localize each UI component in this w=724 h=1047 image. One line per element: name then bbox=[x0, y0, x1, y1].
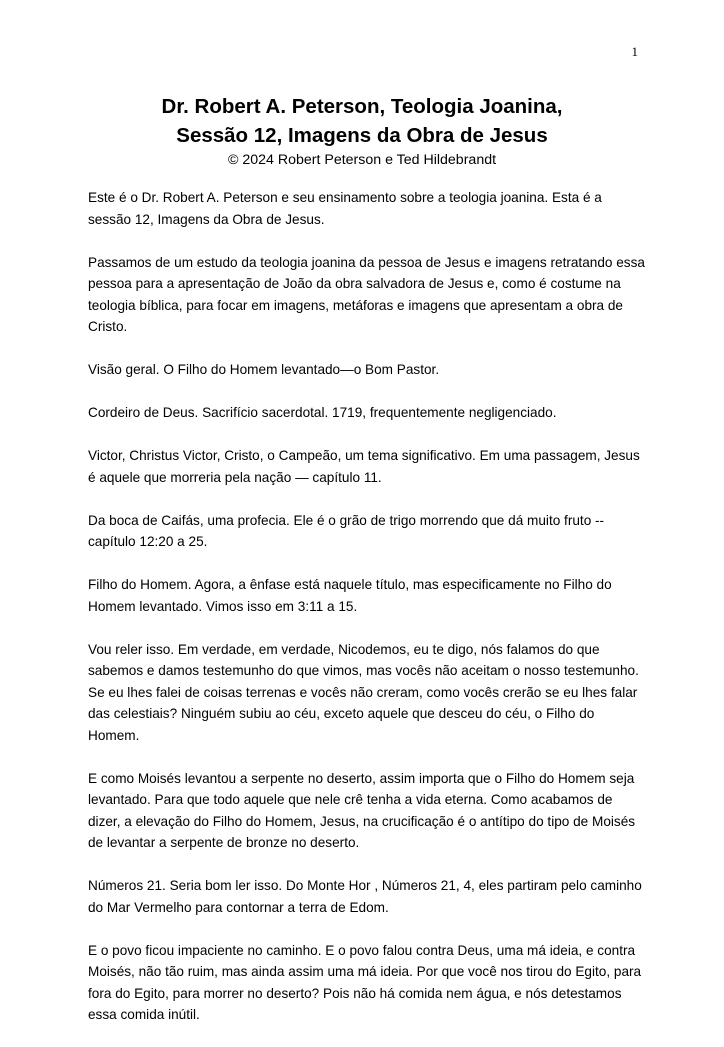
page-number: 1 bbox=[631, 44, 638, 59]
paragraph: Victor, Christus Victor, Cristo, o Campeão, um tema significativo. Em uma passagem, Jesus é aquele que morreria pela nação — capítulo 11. bbox=[88, 448, 640, 485]
copyright-notice: © 2024 Robert Peterson e Ted Hildebrandt bbox=[227, 152, 497, 168]
paragraph: Este é o Dr. Robert A. Peterson e seu ensinamento sobre a teologia joanina. Esta é a sessão 12, Imagens da Obra de Jesus. bbox=[88, 190, 602, 227]
document-header bbox=[0, 92, 724, 170]
paragraph: E como Moisés levantou a serpente no deserto, assim importa que o Filho do Homem seja levantado. Para que todo aquele que nele crê tenha a vida eterna. Como acabamos de dizer, a elevação do Filho do Homem, Jesus, na crucificação é o antítipo do tipo de Moisés de levantar a serpente de bronze no deserto. bbox=[88, 770, 636, 850]
document-title-line-2: Sessão 12, Imagens da Obra de Jesus bbox=[176, 124, 548, 147]
document-title-line-1: Dr. Robert A. Peterson, Teologia Joanina, bbox=[161, 95, 563, 118]
paragraph: E o povo ficou impaciente no caminho. E o povo falou contra Deus, uma má ideia, e contra Moisés, não tão ruim, mas ainda assim uma má ideia. Por que você nos tirou do Egito, para fora do Egito, para morrer no deserto? Pois não há comida nem água, e nós detestamos essa comida inútil. bbox=[88, 942, 642, 1022]
paragraph: Vou reler isso. Em verdade, em verdade, Nicodemos, eu te digo, nós falamos do que sabemos e damos testemunho do que vimos, mas vocês não aceitam o nosso testemunho. Se eu lhes falei de coisas terrenas e vocês não creram, como vocês crerão se eu lhes falar das celestiais? Ninguém subiu ao céu, exceto aquele que desceu do céu, o Filho do Homem. bbox=[88, 641, 639, 743]
paragraph: Cordeiro de Deus. Sacrifício sacerdotal. 1719, frequentemente negligenciado. bbox=[88, 405, 557, 420]
paragraph: Visão geral. O Filho do Homem levantado—o Bom Pastor. bbox=[88, 362, 440, 377]
paragraph: Passamos de um estudo da teologia joanina da pessoa de Jesus e imagens retratando essa pessoa para a apresentação de João da obra salvadora de Jesus e, como é costume na teologia bíblica, para focar em imagens, metáforas e imagens que apresentam a obra de Cristo. bbox=[88, 254, 645, 334]
paragraph: Da boca de Caifás, uma profecia. Ele é o grão de trigo morrendo que dá muito fruto -- capítulo 12:20 a 25. bbox=[88, 512, 605, 549]
document-body bbox=[88, 187, 648, 1047]
paragraph: Filho do Homem. Agora, a ênfase está naquele título, mas especificamente no Filho do Homem levantado. Vimos isso em 3:11 a 15. bbox=[88, 577, 612, 614]
paragraph: Números 21. Seria bom ler isso. Do Monte Hor , Números 21, 4, eles partiram pelo caminho do Mar Vermelho para contornar a terra de Edom. bbox=[88, 878, 642, 915]
